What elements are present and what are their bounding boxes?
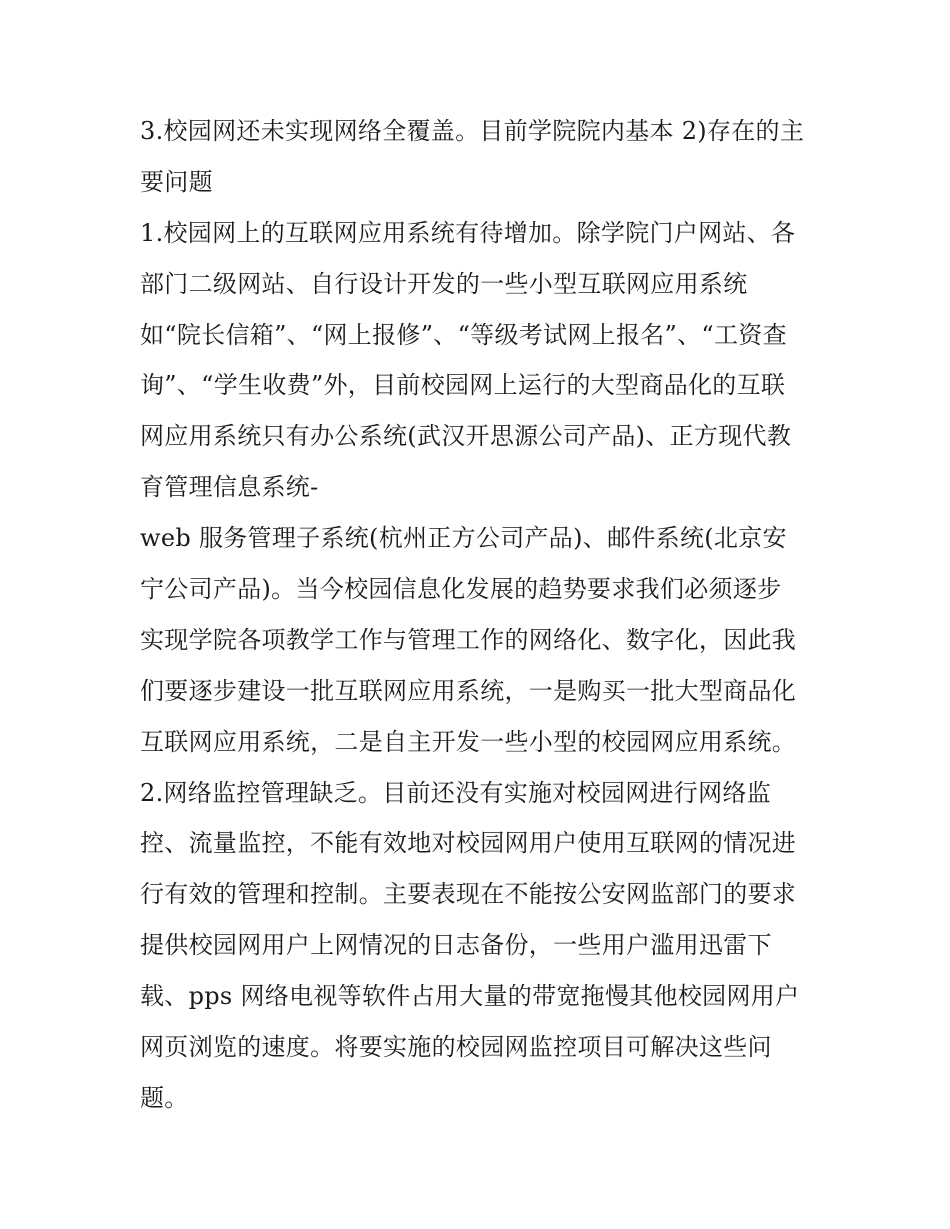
text-line: 互联网应用系统，二是自主开发一些小型的校园网应用系统。 — [140, 727, 797, 756]
text-line: 育管理信息系统- — [140, 473, 319, 502]
text-line: web 服务管理子系统(杭州正方公司产品)、邮件系统(北京安 — [140, 524, 787, 553]
text-line: 提供校园网用户上网情况的日志备份，一些用户滥用迅雷下 — [140, 931, 772, 960]
text-line: 询”、“学生收费”外，目前校园网上运行的大型商品化的互联 — [140, 371, 786, 400]
text-line: 控、流量监控，不能有效地对校园网用户使用互联网的情况进 — [140, 829, 797, 858]
text-line: 要问题 — [140, 167, 213, 196]
text-line: 宁公司产品)。当今校园信息化发展的趋势要求我们必须逐步 — [140, 575, 782, 604]
text-line: 题。 — [140, 1083, 189, 1112]
text-line: 部门二级网站、自行设计开发的一些小型互联网应用系统 — [140, 269, 748, 298]
text-line: 如“院长信箱”、“网上报修”、“等级考试网上报名”、“工资查 — [140, 320, 787, 349]
body-text — [140, 106, 820, 1124]
text-line: 1.校园网上的互联网应用系统有待增加。除学院门户网站、各 — [140, 218, 796, 247]
text-line: 实现学院各项教学工作与管理工作的网络化、数字化，因此我 — [140, 625, 797, 654]
text-line: 2.网络监控管理缺乏。目前还没有实施对校园网进行网络监 — [140, 778, 771, 807]
text-line: 载、pps 网络电视等软件占用大量的带宽拖慢其他校园网用户 — [140, 982, 800, 1011]
text-line: 网页浏览的速度。将要实施的校园网监控项目可解决这些问 — [140, 1033, 772, 1062]
text-line: 们要逐步建设一批互联网应用系统，一是购买一批大型商品化 — [140, 676, 797, 705]
text-line: 网应用系统只有办公系统(武汉开思源公司产品)、正方现代教 — [140, 422, 792, 451]
text-line: 3.校园网还未实现网络全覆盖。目前学院院内基本 2)存在的主 — [140, 117, 805, 145]
text-line: 行有效的管理和控制。主要表现在不能按公安网监部门的要求 — [140, 880, 797, 909]
